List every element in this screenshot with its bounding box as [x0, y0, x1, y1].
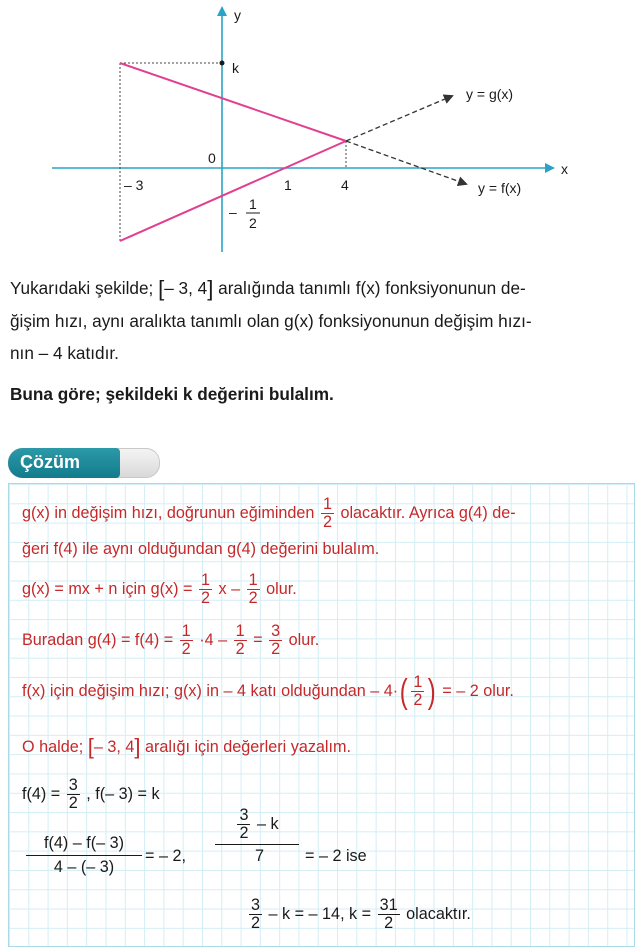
solution-line-5: f(x) için değişim hızı; g(x) in – 4 katı olduğundan – 4·( $\frac{1}{2}$ ) = – 2 olur.: [22, 672, 514, 711]
rate-equation-fraction: f(4) – f(– 3) 4 – (– 3): [26, 834, 142, 877]
solution-line-2: ğeri f(4) ile aynı olduğundan g(4) değerini bulalım.: [22, 540, 380, 558]
solution-line-3: g(x) = mx + n için g(x) = $\frac{1}{2}$ x – $\frac{1}{2}$ olur.: [22, 571, 297, 607]
g-label: y = g(x): [466, 86, 514, 102]
x-axis-label: x: [561, 161, 568, 177]
fraction: $\frac{1}{2}$: [181, 622, 191, 658]
k-equation-result: = – 2 ise: [305, 847, 367, 865]
fraction: $\frac{3}{2}$: [68, 776, 78, 812]
f-label: y = f(x): [478, 180, 522, 196]
fraction: $\frac{3}{2}$: [239, 806, 249, 842]
y-tick-minus-half-den: 2: [249, 215, 257, 231]
y-axis-label: y: [234, 7, 241, 23]
origin-label: 0: [208, 150, 216, 166]
coordinate-graph: [0, 0, 641, 265]
problem-statement: Yukarıdaki şekilde; [– 3, 4] aralığında tanımlı f(x) fonksiyonunun de- ğişim hızı, aynı aralıkta tanımlı olan g(x) fonksiyonunun değişim hızı- nın – 4 katıdır.: [10, 272, 632, 369]
problem-line2: ğişim hızı, aynı aralıkta tanımlı olan g(x) fonksiyonunun değişim hızı-: [10, 311, 532, 331]
problem-part2: aralığında tanımlı f(x) fonksiyonunun de-: [218, 278, 526, 298]
fraction: $\frac{1}{2}$: [235, 622, 245, 658]
y-tick-minus-half-sign: –: [229, 204, 237, 220]
y-tick-minus-half-num: 1: [249, 196, 257, 212]
solution-line-9: $\frac{3}{2}$ – k = – 14, k = $\frac{31}{2}$ olacaktır.: [251, 896, 471, 932]
line-f-dashed: [346, 141, 466, 184]
fraction: $\frac{1}{2}$: [200, 571, 210, 607]
x-tick-1: 1: [284, 177, 292, 193]
rate-equation-result: = – 2,: [145, 847, 186, 865]
problem-line3: nın – 4 katıdır.: [10, 343, 119, 363]
k-equation-fraction: $\frac{3}{2}$ – k 7: [215, 807, 299, 866]
fraction: $\frac{1}{2}$: [413, 673, 423, 709]
solution-line-7: f(4) = $\frac{3}{2}$ , f(– 3) = k: [22, 776, 160, 812]
line-g-dashed: [346, 96, 452, 141]
k-point: [220, 61, 225, 66]
solution-line-1: g(x) in değişim hızı, doğrunun eğiminden $\frac{1}{2}$ olacaktır. Ayrıca g(4) de-: [22, 495, 516, 531]
x-tick-neg3: – 3: [124, 177, 144, 193]
solution-badge-label: Çözüm: [20, 452, 80, 472]
solution-box: [8, 483, 635, 947]
fraction: $\frac{3}{2}$: [271, 622, 281, 658]
problem-part1: Yukarıdaki şekilde;: [10, 278, 154, 298]
solution-badge: [8, 448, 160, 478]
solution-line-6: O halde; [– 3, 4] aralığı için değerleri yazalım.: [22, 734, 351, 759]
problem-interval: – 3, 4: [164, 278, 208, 298]
k-label: k: [232, 60, 239, 76]
fraction: $\frac{31}{2}$: [379, 896, 398, 932]
question: Buna göre; şekildeki k değerini bulalım.: [10, 384, 334, 404]
solution-line-4: Buradan g(4) = f(4) = $\frac{1}{2}$ ·4 – $\frac{1}{2}$ = $\frac{3}{2}$ olur.: [22, 622, 320, 658]
fraction: $\frac{1}{2}$: [322, 495, 332, 531]
fraction: $\frac{3}{2}$: [251, 896, 261, 932]
x-tick-4: 4: [341, 177, 349, 193]
fraction: $\frac{1}{2}$: [248, 571, 258, 607]
line-g: [120, 141, 346, 241]
